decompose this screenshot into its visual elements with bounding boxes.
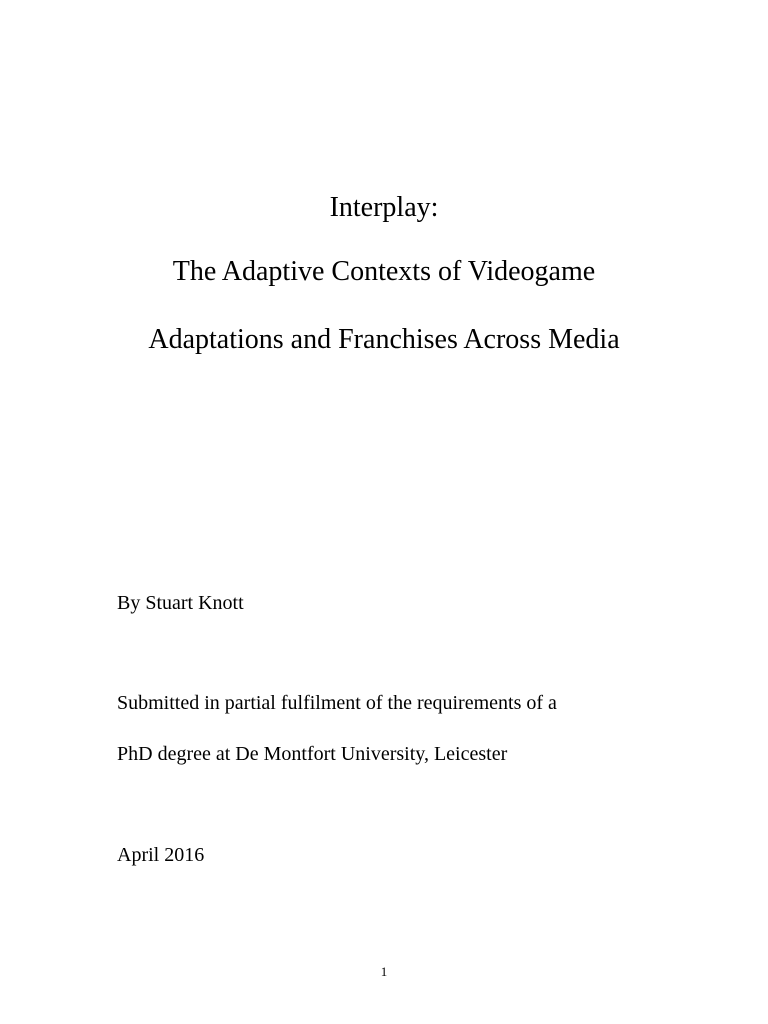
author-line: By Stuart Knott [117, 592, 244, 614]
title-line-2: The Adaptive Contexts of Videogame [172, 256, 596, 287]
submission-line-1: Submitted in partial fulfilment of the requirements of a [117, 692, 557, 714]
title-line-1: Interplay: [329, 192, 439, 223]
submission-line-2: PhD degree at De Montfort University, Leicester [117, 743, 508, 765]
page-number: 1 [380, 964, 388, 979]
submission-date: April 2016 [117, 844, 205, 866]
title-line-3: Adaptations and Franchises Across Media [148, 324, 620, 355]
